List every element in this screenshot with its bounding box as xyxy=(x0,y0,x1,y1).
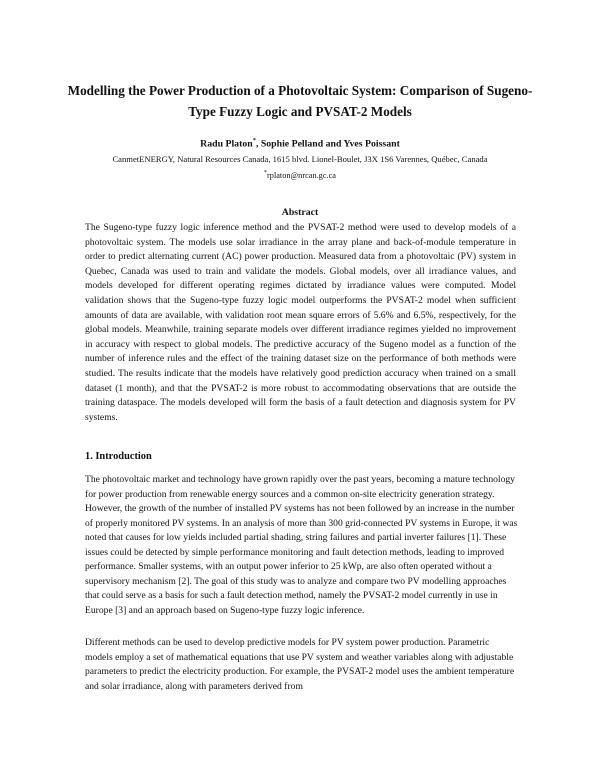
author-list xyxy=(60,137,540,149)
corresponding-author-mark: * xyxy=(252,137,256,144)
intro-paragraph-2: Different methods can be used to develop predictive models for PV system power production. Parametric models employ a set of mathematical equations that use PV system and weather variables along with adjustable parameters to predict the electricity production. For example, the PVSAT-2 model uses the ambient temperature and solar irradiance, along with parameters derived from xyxy=(85,637,515,692)
section-heading-introduction: 1. Introduction xyxy=(85,451,152,462)
intro-paragraph-1: The photovoltaic market and technology have grown rapidly over the past years, becoming a mature technology for power production from renewable energy sources and a common on-site electricity generation strategy. However, the growth of the number of installed PV systems has not been followed by an increase in the number of properly monitored PV systems. In an analysis of more than 300 grid-connected PV systems in Europe, it was noted that causes for low yields included partial shading, string failures and partial inverter failures [1]. These issues could be detected by simple performance monitoring and fault detection methods, leading to improved performance. Smaller systems, with an output power inferior to 25 kWp, are also often operated without a supervisory mechanism [2]. The goal of this study was to analyze and compare two PV modelling approaches that could serve as a basis for such a fault detection method, namely the PVSAT-2 model currently in use in Europe [3] and an approach based on Sugeno-type fuzzy logic inference. xyxy=(85,474,518,616)
contact-email-line xyxy=(60,170,540,180)
author-name-1: Radu Platon xyxy=(200,138,253,150)
email-mark: * xyxy=(264,170,268,176)
contact-email: rplaton@nrcan.gc.ca xyxy=(267,170,336,180)
author-names-rest: , Sophie Pelland and Yves Poissant xyxy=(255,138,400,150)
abstract-heading: Abstract xyxy=(281,207,319,218)
abstract-body: The Sugeno-type fuzzy logic inference method and the PVSAT-2 method were used to develop models of a photovoltaic system. The models use solar irradiance in the array plane and back-of-module temperature in order to predict alternating current (AC) power production. Measured data from a photovoltaic (PV) system in Quebec, Canada was used to train and validate the models. Global models, over all irradiance values, and models developed for different operating regimes dictated by irradiance values were computed. Model validation shows that the Sugeno-type fuzzy logic model outperforms the PVSAT-2 model when sufficient amounts of data are available, with validation root mean square errors of 5.6% and 6.5%, respectively, for the global models. Meanwhile, training separate models over different irradiance regimes yielded no improvement in accuracy with respect to global models. The predictive accuracy of the Sugeno model as a function of the number of inference rules and the effect of the training dataset size on the performance of both methods were studied. The results indicate that the models have relatively good prediction accuracy when trained on a small dataset (1 month), and that the PVSAT-2 is more robust to accommodating observations that are outside the training dataspace. The models developed will form the basis of a fault detection and diagnosis system for PV systems. xyxy=(85,222,516,423)
affiliation: CanmetENERGY, Natural Resources Canada, 1615 blvd. Lionel-Boulet, J3X 1S6 Varennes, Québec, Canada xyxy=(112,154,488,164)
paper-title: Modelling the Power Production of a Photovoltaic System: Comparison of Sugeno-Type Fuzzy Logic and PVSAT-2 Models xyxy=(67,83,533,119)
